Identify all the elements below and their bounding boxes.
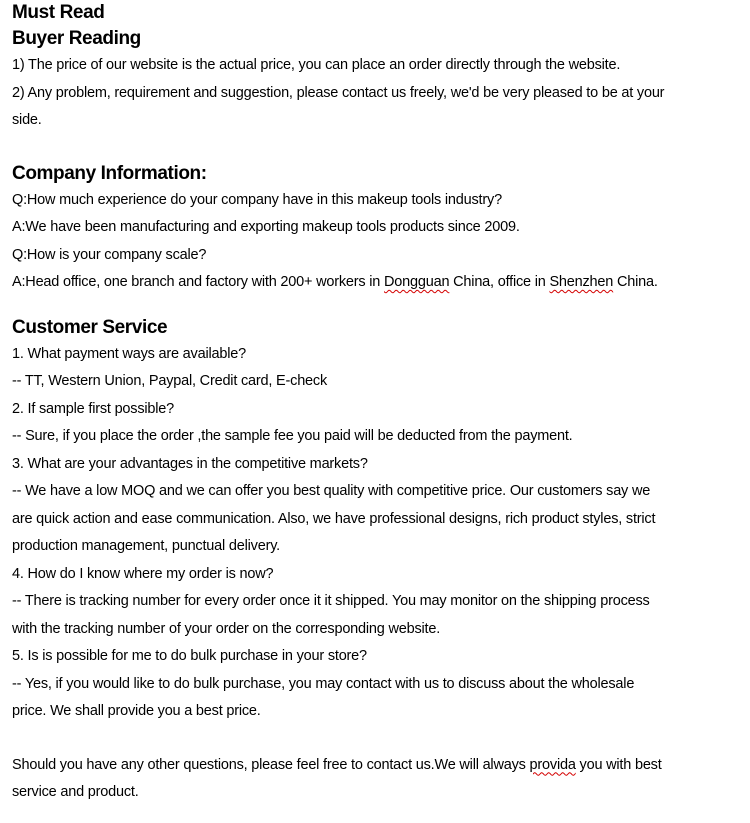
service-line: 4. How do I know where my order is now? [12,565,274,582]
document-page [12,0,748,807]
service-line: -- Yes, if you would like to do bulk purchase, you may contact with us to discuss about the wholesale [12,675,635,692]
answer-text: A:Head office, one branch and factory with 200+ workers in [12,274,384,290]
service-line: -- There is tracking number for every order once it it shipped. You may monitor on the shipping process [12,593,650,609]
service-line: -- TT, Western Union, Paypal, Credit card, E-check [12,373,328,389]
service-line: with the tracking number of your order on the corresponding website. [12,620,441,637]
section-gap [12,297,748,315]
service-line: are quick action and ease communication. Also, we have professional designs, rich product styles, strict [12,510,656,527]
closing-text: you with best [575,756,662,773]
closing-text: Should you have any other questions, please feel free to contact us.We will always [12,756,530,773]
spellcheck-word-provida: provida [529,756,576,773]
buyer-reading-line-2: 2) Any problem, requirement and suggestion, please contact us freely, we'd be very pleased to be at your [12,84,665,101]
spellcheck-word-shenzhen: Shenzhen [549,274,614,290]
spellcheck-word-dongguan: Dongguan [384,274,450,290]
company-question-2: Q:How is your company scale? [12,246,207,263]
company-answer-2 [12,269,748,297]
service-line: production management, punctual delivery. [12,538,281,554]
service-line: 1. What payment ways are available? [12,345,246,362]
service-line: 2. If sample first possible? [12,400,175,417]
service-line: 5. Is is possible for me to do bulk purchase in your store? [12,648,367,664]
service-line: -- Sure, if you place the order ,the sample fee you paid will be deducted from the payment. [12,428,573,444]
must-read-heading: Must Read [12,2,105,23]
buyer-reading-heading: Buyer Reading [12,28,141,49]
closing-line-1 [12,752,748,780]
buyer-reading-line-1: 1) The price of our website is the actual price, you can place an order directly through the website. [12,57,621,73]
service-line: -- We have a low MOQ and we can offer you best quality with competitive price. Our customers say we [12,483,651,499]
customer-service-heading: Customer Service [12,316,168,338]
company-question-1: Q:How much experience do your company have in this makeup tools industry? [12,191,502,208]
buyer-reading-line-3: side. [12,112,42,128]
company-answer-1: A:We have been manufacturing and exporting makeup tools products since 2009. [12,219,520,235]
service-line: price. We shall provide you a best price. [12,703,261,719]
company-information-heading: Company Information: [12,162,207,184]
answer-text: China. [613,274,658,290]
service-line: 3. What are your advantages in the competitive markets? [12,455,368,472]
section-gap [12,726,748,752]
closing-line-2: service and product. [12,784,139,800]
answer-text: China, office in [449,274,550,290]
section-gap [12,135,748,161]
